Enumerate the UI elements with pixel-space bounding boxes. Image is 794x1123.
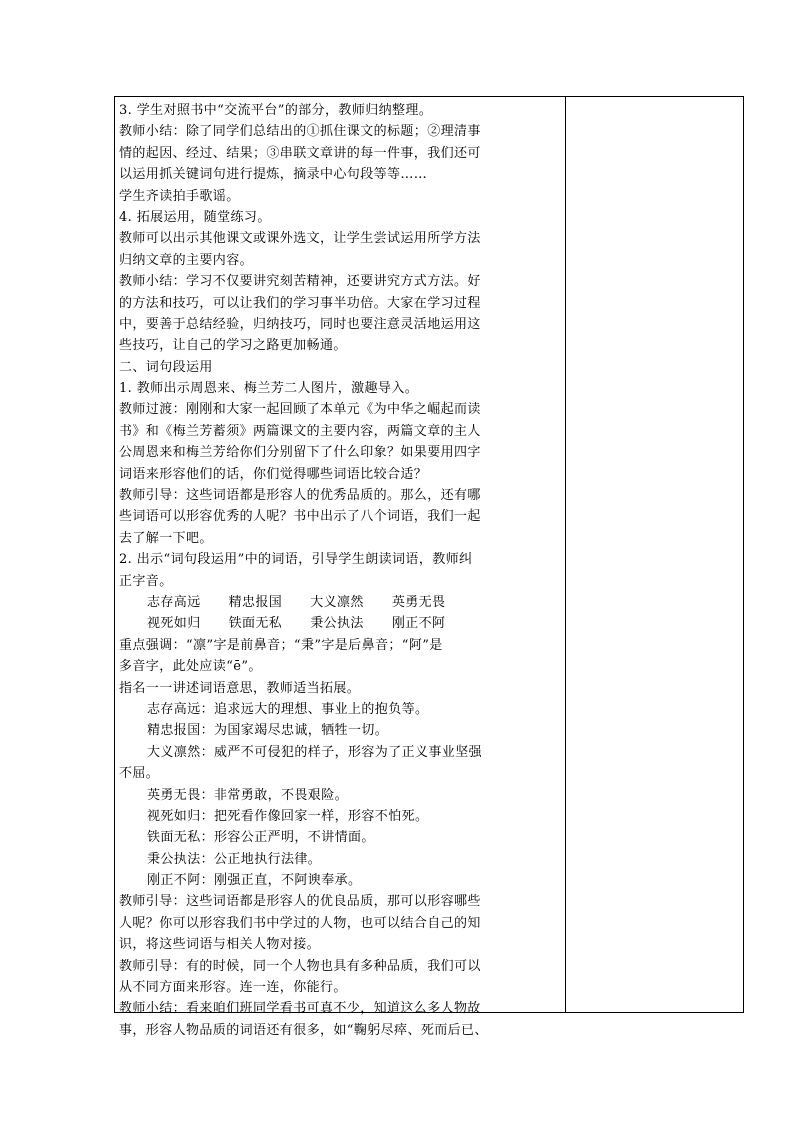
text-line: 教师可以出示其他课文或课外选文，让学生尝试运用所学方法 bbox=[119, 231, 481, 247]
definition-line: 秉公执法：公正地执行法律。 bbox=[147, 851, 322, 867]
text-line: 些技巧，让自己的学习之路更加畅通。 bbox=[119, 338, 347, 354]
vocabulary-word: 视死如归 bbox=[147, 616, 201, 632]
vocabulary-row bbox=[119, 613, 561, 634]
text-block-2 bbox=[119, 635, 561, 699]
definition-line: 英勇无畏：非常勇敢，不畏艰险。 bbox=[147, 787, 349, 803]
text-line: 教师引导：这些词语都是形容人的优良品质，那可以形容哪些 bbox=[119, 894, 481, 910]
vocabulary-row bbox=[119, 592, 561, 613]
text-line: 识，将这些词语与相关人物对接。 bbox=[119, 937, 321, 953]
text-line: 教师引导：有的时候，同一个人物也具有多种品质，我们可以 bbox=[119, 958, 481, 974]
notes-cell bbox=[566, 97, 743, 1012]
lesson-content-cell bbox=[119, 100, 561, 1038]
definition-line: 刚正不阿：刚强正直，不阿谀奉承。 bbox=[147, 873, 362, 889]
definition-line: 大义凛然：威严不可侵犯的样子，形容为了正义事业坚强 bbox=[147, 744, 483, 760]
text-line: 以运用抓关键词句进行提炼，摘录中心句段等等…… bbox=[119, 167, 428, 183]
vocabulary-block bbox=[119, 592, 561, 635]
vocabulary-word: 精忠报国 bbox=[228, 594, 283, 610]
text-line: 1. 教师出示周恩来、梅兰芳二人图片，激趣导入。 bbox=[119, 381, 419, 397]
text-block-3 bbox=[119, 891, 561, 1041]
text-line: 3. 学生对照书中“交流平台”的部分，教师归纳整理。 bbox=[119, 103, 433, 118]
text-line: 些词语可以形容优秀的人呢？书中出示了八个词语，我们一起 bbox=[119, 509, 481, 525]
vocabulary-word: 大义凛然 bbox=[310, 594, 364, 610]
text-line: 的方法和技巧，可以让我们的学习事半功倍。大家在学习过程 bbox=[119, 295, 481, 311]
text-line: 归纳文章的主要内容。 bbox=[119, 252, 254, 268]
text-line: 事，形容人物品质的词语还有很多，如“鞠躬尽瘁、死而后已、 bbox=[119, 1022, 488, 1038]
definition-line: 精忠报国：为国家竭尽忠诚，牺牲一切。 bbox=[147, 723, 389, 739]
text-line: 书》和《梅兰芳蓄须》两篇课文的主要内容，两篇文章的主人 bbox=[119, 423, 481, 439]
definition-line: 视死如归：把死看作像回家一样，形容不怕死。 bbox=[147, 808, 429, 824]
text-line: 教师引导：这些词语都是形容人的优秀品质的。那么，还有哪 bbox=[119, 488, 481, 504]
text-line: 公周恩来和梅兰芳给你们分别留下了什么印象？如果要用四字 bbox=[119, 445, 481, 461]
text-line: 教师小结：学习不仅要讲究刻苦精神，还要讲究方式方法。好 bbox=[119, 274, 481, 290]
definition-line: 铁面无私：形容公正严明，不讲情面。 bbox=[147, 830, 375, 846]
definition-line: 志存高远：追求远大的理想、事业上的抱负等。 bbox=[147, 701, 429, 717]
text-line: 2. 出示“词句段运用”中的词语，引导学生朗读词语，教师纠 bbox=[119, 552, 473, 568]
lesson-table bbox=[114, 96, 744, 1038]
text-line: 中，要善于总结经验，归纳技巧，同时也要注意灵活地运用这 bbox=[119, 316, 481, 332]
text-block-1 bbox=[119, 100, 561, 592]
text-line: 学生齐读拍手歌谣。 bbox=[119, 188, 240, 204]
definitions-block bbox=[119, 699, 561, 892]
text-line: 重点强调：“凛”字是前鼻音；“秉”字是后鼻音；“阿”是 bbox=[119, 637, 443, 653]
text-line: 词语来形容他们的话，你们觉得哪些词语比较合适？ bbox=[119, 466, 428, 482]
text-line: 教师小结：除了同学们总结出的①抓住课文的标题；②理清事 bbox=[119, 124, 481, 140]
text-line: 多音字，此处应读“ē”。 bbox=[119, 659, 262, 675]
vocabulary-word: 铁面无私 bbox=[228, 616, 283, 632]
text-line: 二、词句段运用 bbox=[119, 359, 213, 375]
text-line: 人呢？你可以形容我们书中学过的人物，也可以结合自己的知 bbox=[119, 915, 481, 931]
text-line: 4. 拓展运用，随堂练习。 bbox=[119, 209, 271, 225]
vocabulary-word: 英勇无畏 bbox=[391, 594, 446, 610]
text-line: 教师过渡：刚刚和大家一起回顾了本单元《为中华之崛起而读 bbox=[119, 402, 481, 418]
vocabulary-word: 志存高远 bbox=[147, 594, 201, 610]
vocabulary-word: 刚正不阿 bbox=[391, 616, 446, 632]
text-line: 指名一一讲述词语意思，教师适当拓展。 bbox=[119, 680, 361, 696]
text-line: 去了解一下吧。 bbox=[119, 530, 213, 546]
text-line: 教师小结：看来咱们班同学看书可真不少，知道这么多人物故 bbox=[119, 1001, 481, 1017]
text-line: 情的起因、经过、结果；③串联文章讲的每一件事，我们还可 bbox=[119, 145, 481, 161]
definition-line: 不屈。 bbox=[119, 766, 160, 782]
text-line: 从不同方面来形容。连一连，你能行。 bbox=[119, 980, 347, 996]
vocabulary-word: 秉公执法 bbox=[310, 616, 364, 632]
text-line: 正字音。 bbox=[119, 573, 173, 589]
